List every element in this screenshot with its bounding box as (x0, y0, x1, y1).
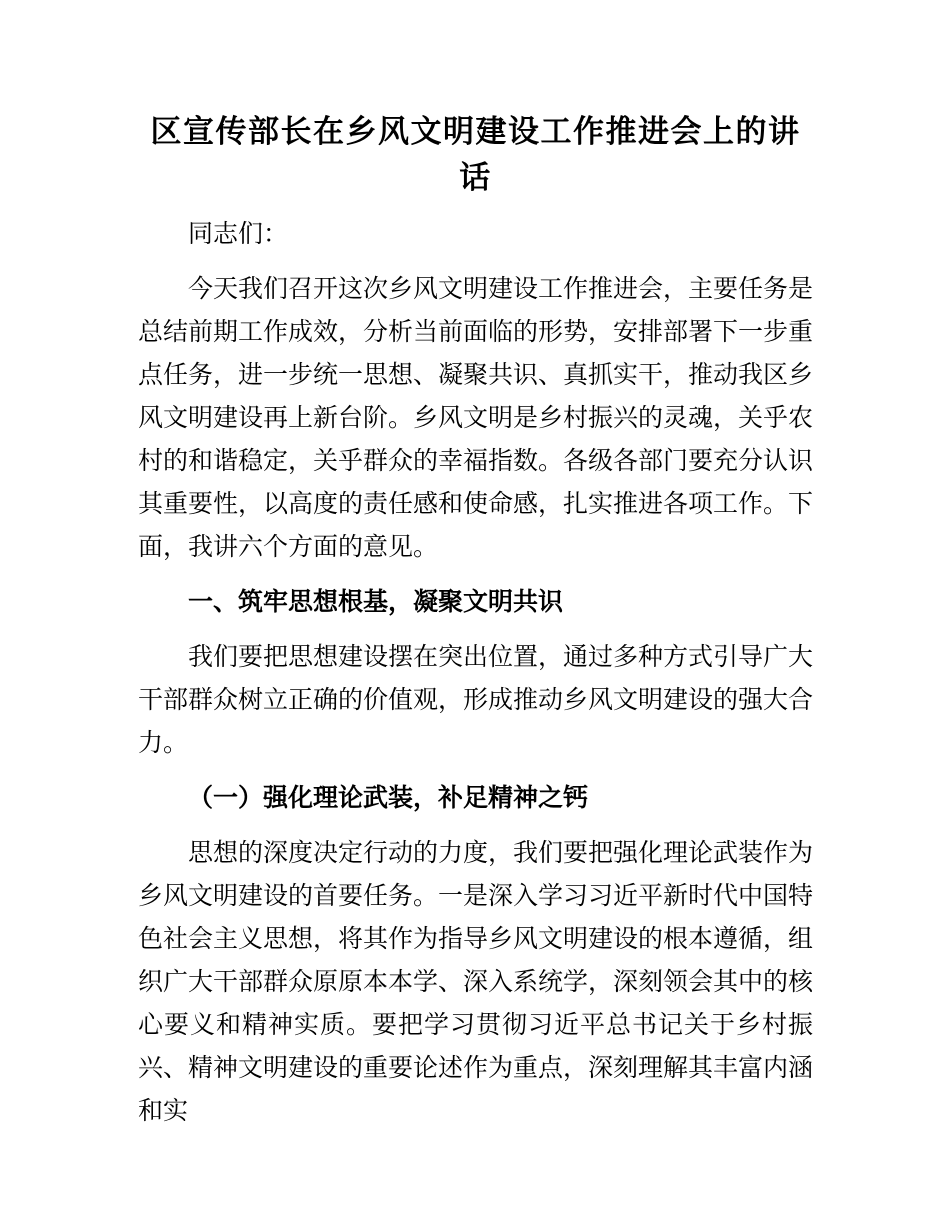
document-title: 区宣传部长在乡风文明建设工作推进会上的讲话 (150, 114, 801, 195)
section-1-paragraph: 我们要把思想建设摆在突出位置，通过多种方式引导广大干部群众树立正确的价值观，形成推动乡风文明建设的强大合力。 (138, 643, 814, 757)
subsection-1-paragraph: 思想的深度决定行动的力度，我们要把强化理论武装作为乡风文明建设的首要任务。一是深入学习习近平新时代中国特色社会主义思想，将其作为指导乡风文明建设的根本遵循，组织广大干部群众原原本本学、深入系统学，深刻领会其中的核心要义和精神实质。要把学习贯彻习近平总书记关于乡村振兴、精神文明建设的重要论述作为重点，深刻理解其丰富内涵和实 (138, 839, 814, 1125)
salutation: 同志们： (188, 220, 289, 248)
opening-paragraph: 今天我们召开这次乡风文明建设工作推进会，主要任务是总结前期工作成效，分析当前面临的形势，安排部署下一步重点任务，进一步统一思想、凝聚共识、真抓实干，推动我区乡风文明建设再上新台阶。乡风文明是乡村振兴的灵魂，关乎农村的和谐稳定，关乎群众的幸福指数。各级各部门要充分认识其重要性，以高度的责任感和使命感，扎实推进各项工作。下面，我讲六个方面的意见。 (138, 275, 814, 561)
section-1-heading: 一、筑牢思想根基，凝聚文明共识 (188, 588, 564, 616)
subsection-1-heading: （一）强化理论武装，补足精神之钙 (188, 784, 589, 812)
